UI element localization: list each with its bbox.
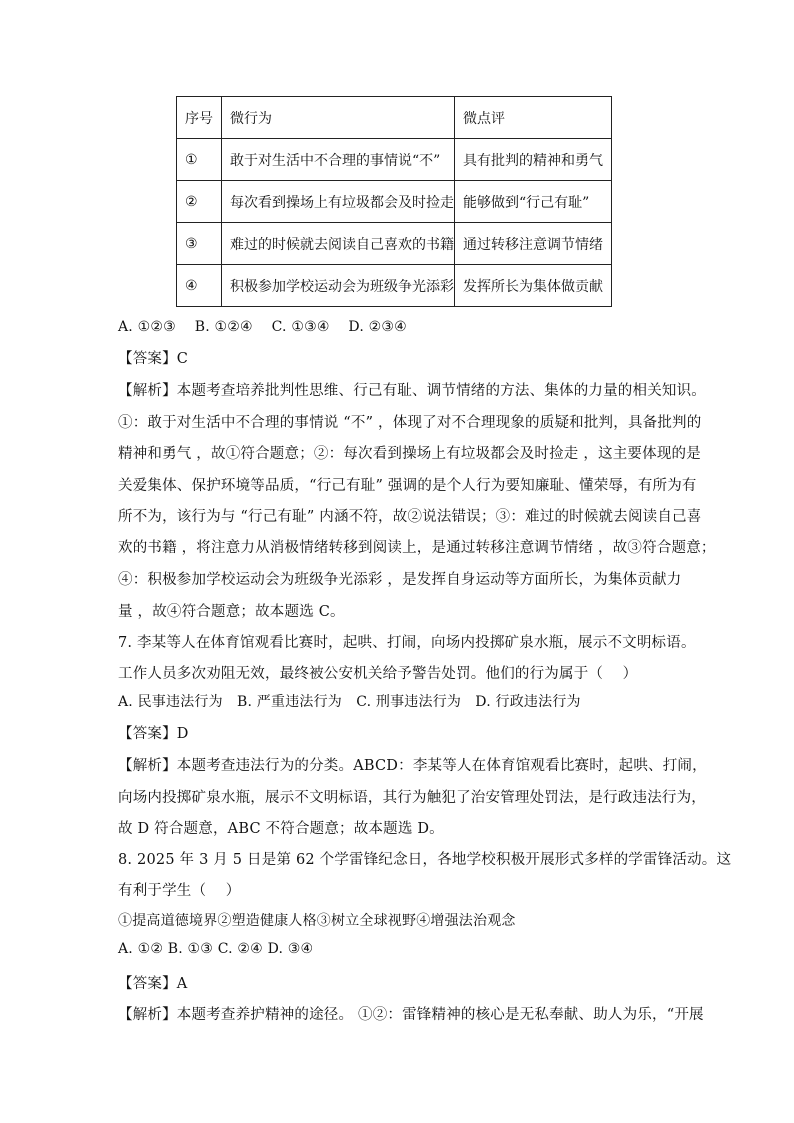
table-cell: 难过的时候就去阅读自己喜欢的书籍 <box>222 223 455 265</box>
table-header-row <box>177 97 612 139</box>
table-cell: ① <box>177 139 222 181</box>
table-row <box>177 139 612 181</box>
table-header-cell: 微行为 <box>222 97 455 139</box>
table-cell: 具有批判的精神和勇气 <box>455 139 612 181</box>
text-line: 【解析】本题考查违法行为的分类。ABCD：李某等人在体育馆观看比赛时，起哄、打闹， <box>118 758 707 774</box>
table-header-cell: 微点评 <box>455 97 612 139</box>
text-line: 欢的书籍 ，将注意力从消极情绪转移到阅读上，是通过转移注意调节情绪 ，故③符合题意； <box>118 540 716 556</box>
text-line: A. ①②③ B. ①②④ C. ①③④ D. ②③④ <box>118 319 407 335</box>
text-line: A. 民事违法行为 B. 严重违法行为 C. 刑事违法行为 D. 行政违法行为 <box>118 694 581 710</box>
table-cell: 积极参加学校运动会为班级争光添彩 <box>222 265 455 307</box>
table-cell: ④ <box>177 265 222 307</box>
text-line: 【解析】本题考查培养批判性思维、行己有耻、调节情绪的方法、集体的力量的相关知识。 <box>118 383 706 399</box>
text-line: 所不为，该行为与 “行己有耻” 内涵不符，故②说法错误；③：难过的时候就去阅读自己喜 <box>118 509 702 525</box>
table-cell: 敢于对生活中不合理的事情说“不” <box>222 139 455 181</box>
text-line: ①提高道德境界②塑造健康人格③树立全球视野④增强法治观念 <box>118 913 516 929</box>
text-line: 工作人员多次劝阻无效，最终被公安机关给予警告处罚。他们的行为属于（ ） <box>118 666 638 682</box>
text-line: 7. 李某等人在体育馆观看比赛时，起哄、打闹，向场内投掷矿泉水瓶，展示不文明标语。 <box>118 635 696 651</box>
text-line: 【答案】C <box>118 351 189 367</box>
text-line: 【答案】A <box>118 976 188 992</box>
text-line: 向场内投掷矿泉水瓶，展示不文明标语，其行为触犯了治安管理处罚法，是行政违法行为， <box>118 790 706 806</box>
table-row <box>177 265 612 307</box>
text-line: ①：敢于对生活中不合理的事情说 “不” ，体现了对不合理现象的质疑和批判，具备批判的 <box>118 415 702 431</box>
table-cell: ③ <box>177 223 222 265</box>
table-cell: 通过转移注意调节情绪 <box>455 223 612 265</box>
text-line: 关爱集体、保护环境等品质，“行己有耻” 强调的是个人行为要知廉耻、懂荣辱，有所为有 <box>118 478 697 494</box>
text-line: 【解析】本题考查养护精神的途径。 ①②：雷锋精神的核心是无私奉献、助人为乐，“开展 <box>118 1007 704 1023</box>
text-line: A. ①② B. ①③ C. ②④ D. ③④ <box>118 941 314 957</box>
text-line: 故 D 符合题意，ABC 不符合题意；故本题选 D。 <box>118 821 444 837</box>
table-header-cell: 序号 <box>177 97 222 139</box>
text-line: ④：积极参加学校运动会为班级争光添彩 ，是发挥自身运动等方面所长，为集体贡献力 <box>118 572 682 588</box>
table-cell: 能够做到“行己有耻” <box>455 181 612 223</box>
behavior-table <box>176 96 612 307</box>
text-line: 量 ，故④符合题意；故本题选 C。 <box>118 604 345 620</box>
text-line: 有利于学生（ ） <box>118 883 241 899</box>
table-row <box>177 181 612 223</box>
text-line: 精神和勇气 ，故①符合题意；②：每次看到操场上有垃圾都会及时捡走 ，这主要体现的是 <box>118 446 701 462</box>
table-cell: 发挥所长为集体做贡献 <box>455 265 612 307</box>
table-row <box>177 223 612 265</box>
text-line: 【答案】D <box>118 726 189 742</box>
table-cell: 每次看到操场上有垃圾都会及时捡走 <box>222 181 455 223</box>
text-line: 8. 2025 年 3 月 5 日是第 62 个学雷锋纪念日，各地学校积极开展形式多样的学雷锋活动。这 <box>118 852 732 868</box>
table-cell: ② <box>177 181 222 223</box>
